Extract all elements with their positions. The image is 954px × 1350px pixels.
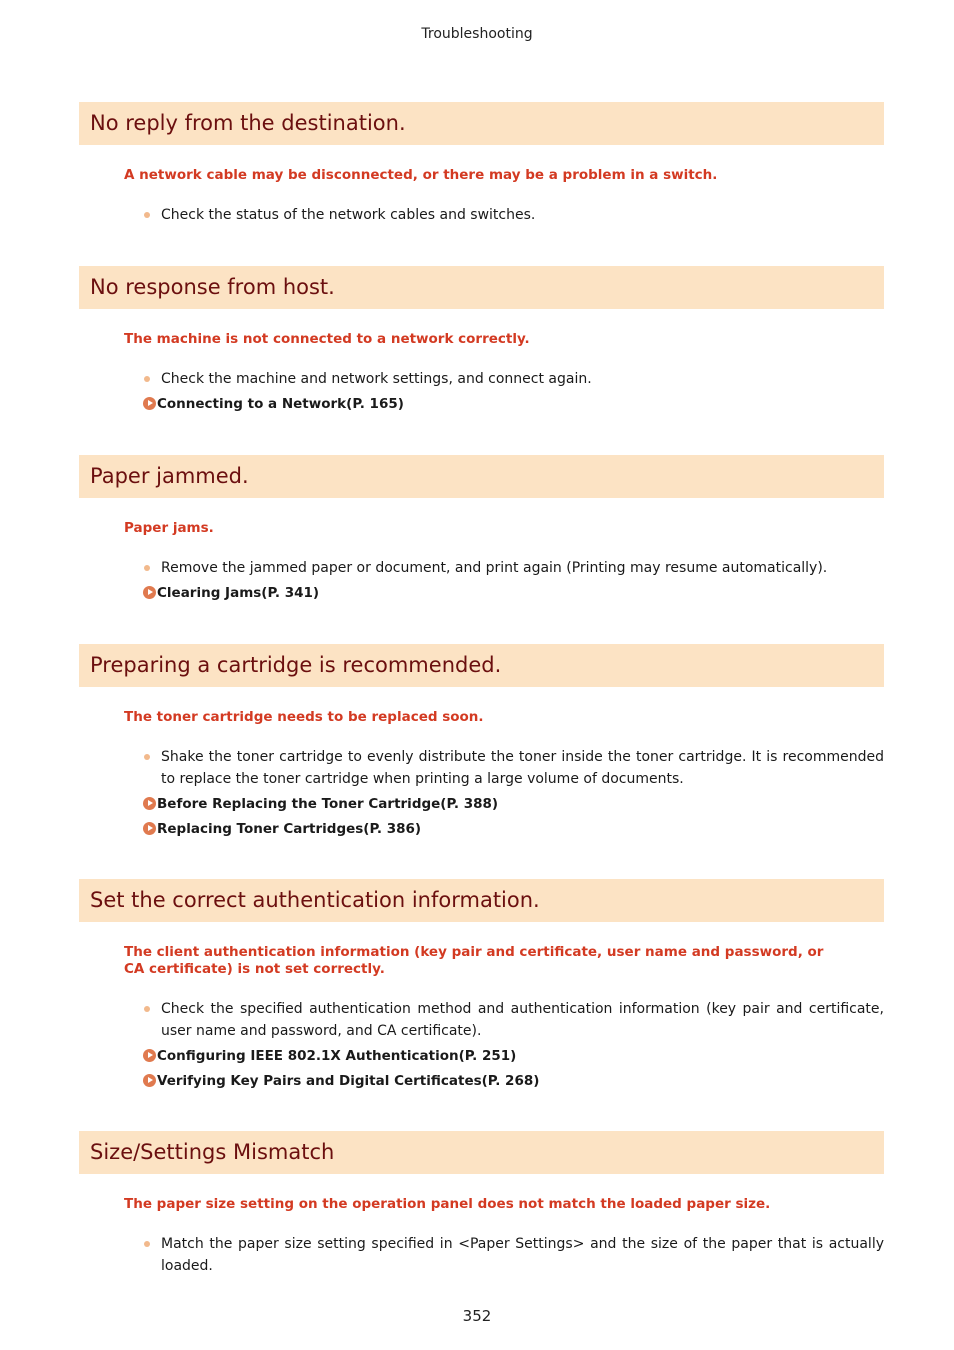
page-number: 352 xyxy=(462,1307,492,1325)
cause-text: The client authentication information (key pair and certificate, user name and password, or CA certificate) is not set correctly. xyxy=(124,944,824,977)
link-label: Clearing Jams(P. 341) xyxy=(157,585,320,601)
bullet-item: Check the status of the network cables and switches. xyxy=(161,204,884,226)
bullet-item: Match the paper size setting specified in <Paper Settings> and the size of the paper that is actually loaded. xyxy=(161,1233,884,1277)
arrow-right-circle-icon xyxy=(143,1049,156,1062)
cause-text: A network cable may be disconnected, or there may be a problem in a switch. xyxy=(124,167,718,183)
link-label: Verifying Key Pairs and Digital Certificates(P. 268) xyxy=(157,1073,540,1089)
link-clearing-jams[interactable] xyxy=(143,582,884,604)
section-authentication xyxy=(79,879,884,1092)
bullet-item: Check the machine and network settings, and connect again. xyxy=(161,368,884,390)
arrow-right-circle-icon xyxy=(143,586,156,599)
section-cartridge xyxy=(79,644,884,840)
running-header: Troubleshooting xyxy=(421,26,533,42)
section-size-mismatch xyxy=(79,1131,884,1277)
cause-text: Paper jams. xyxy=(124,520,214,536)
link-label: Replacing Toner Cartridges(P. 386) xyxy=(157,821,422,837)
bullet-item: Shake the toner cartridge to evenly distribute the toner inside the toner cartridge. It is recommended to replace the toner cartridge when printing a large volume of documents. xyxy=(161,746,884,790)
section-paper-jammed xyxy=(79,455,884,604)
section-title: Set the correct authentication information. xyxy=(79,879,884,922)
section-no-response xyxy=(79,266,884,415)
link-before-replacing[interactable] xyxy=(143,793,884,815)
section-title: Paper jammed. xyxy=(79,455,884,498)
bullet-item: Remove the jammed paper or document, and print again (Printing may resume automatically). xyxy=(161,557,884,579)
section-title: No response from host. xyxy=(79,266,884,309)
link-replacing-toner[interactable] xyxy=(143,818,884,840)
link-ieee-8021x[interactable] xyxy=(143,1045,884,1067)
arrow-right-circle-icon xyxy=(143,1074,156,1087)
section-no-reply xyxy=(79,102,884,226)
link-verifying-key-pairs[interactable] xyxy=(143,1070,884,1092)
arrow-right-circle-icon xyxy=(143,797,156,810)
link-label: Before Replacing the Toner Cartridge(P. 388) xyxy=(157,796,499,812)
cause-text: The machine is not connected to a network correctly. xyxy=(124,331,530,347)
link-label: Connecting to a Network(P. 165) xyxy=(157,396,404,412)
bullet-item: Check the specified authentication method and authentication information (key pair and certificate, user name and password, and CA certificate). xyxy=(161,998,884,1042)
link-connecting-network[interactable] xyxy=(143,393,884,415)
link-label: Configuring IEEE 802.1X Authentication(P. 251) xyxy=(157,1048,517,1064)
section-title: Size/Settings Mismatch xyxy=(79,1131,884,1174)
arrow-right-circle-icon xyxy=(143,397,156,410)
section-title: Preparing a cartridge is recommended. xyxy=(79,644,884,687)
cause-text: The toner cartridge needs to be replaced soon. xyxy=(124,709,484,725)
arrow-right-circle-icon xyxy=(143,822,156,835)
section-title: No reply from the destination. xyxy=(79,102,884,145)
cause-text: The paper size setting on the operation panel does not match the loaded paper size. xyxy=(124,1196,771,1212)
